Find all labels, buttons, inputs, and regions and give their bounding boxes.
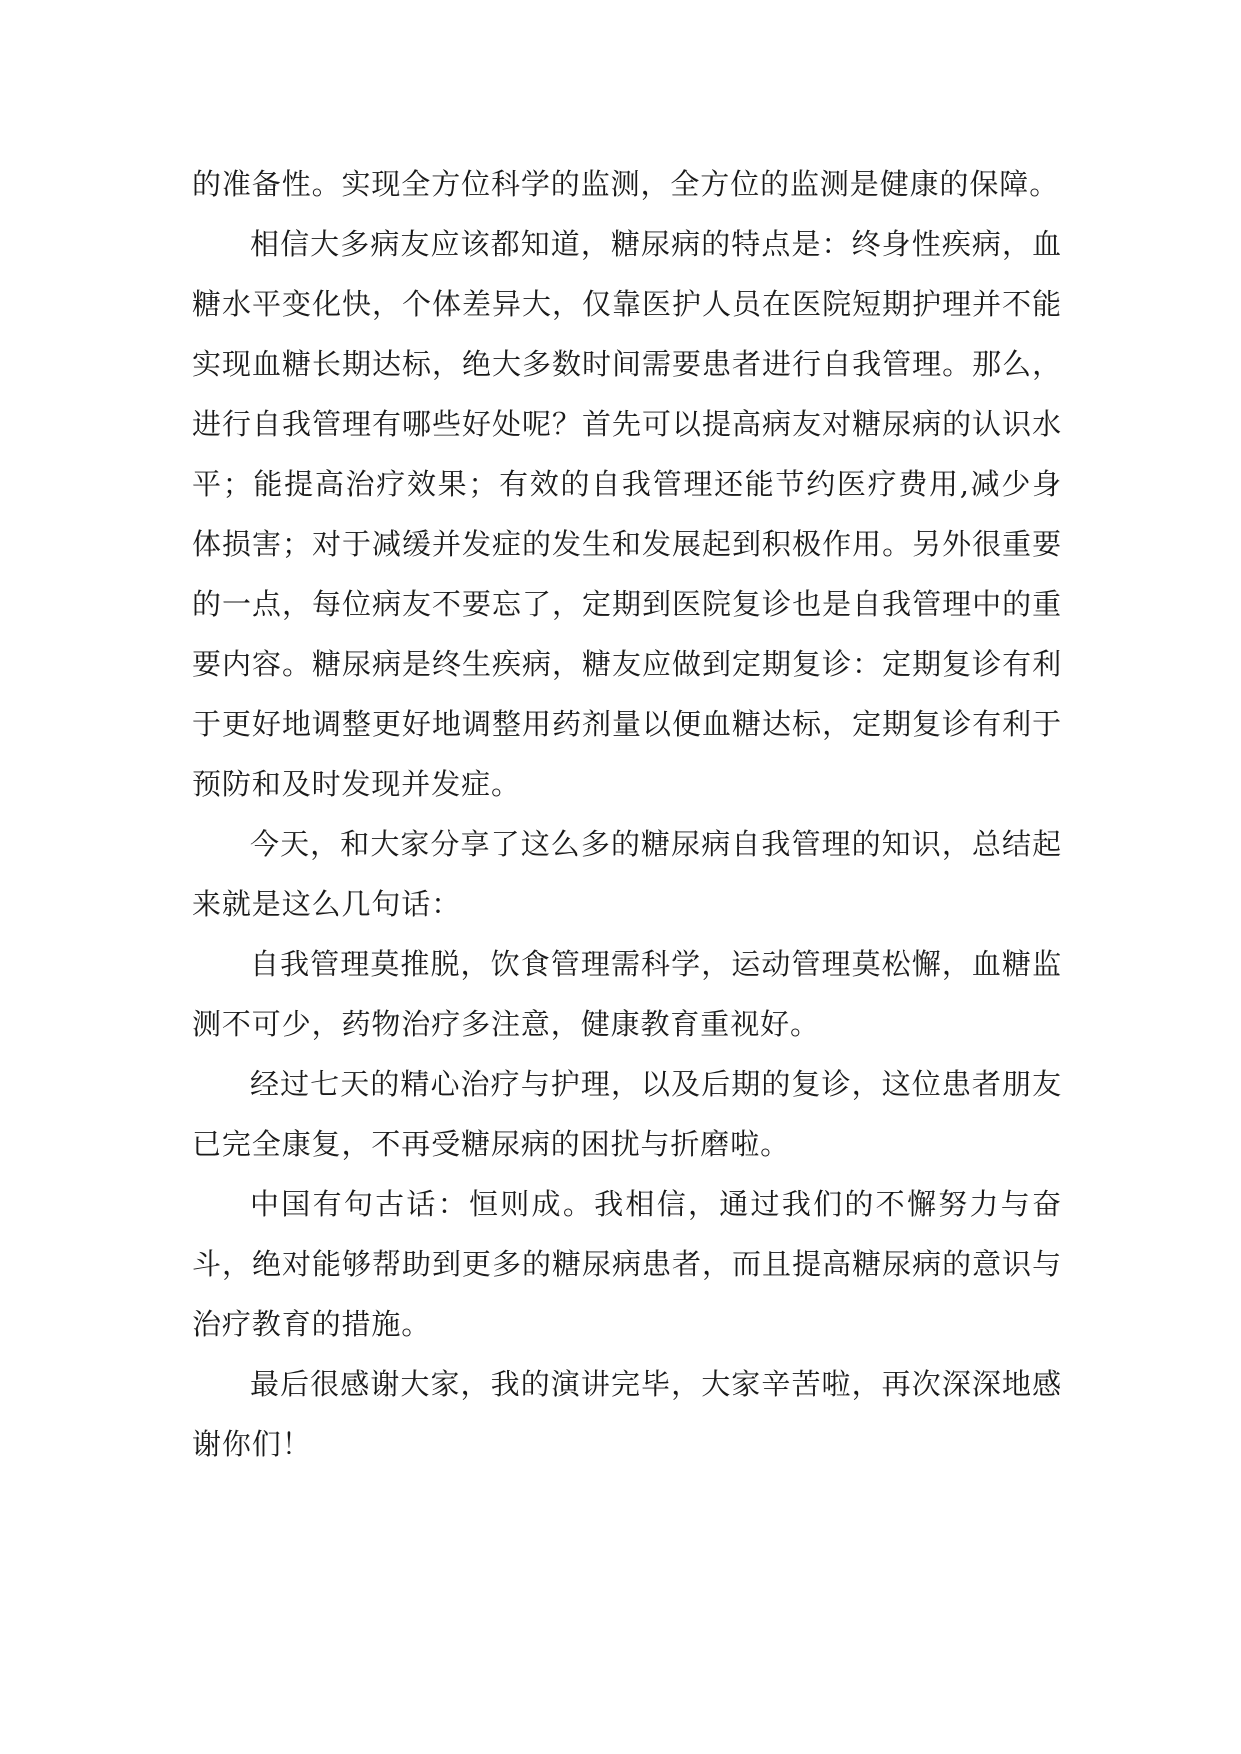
paragraph-3: 今天，和大家分享了这么多的糖尿病自我管理的知识，总结起来就是这么几句话： [192, 827, 1062, 921]
paragraph-1: 的准备性。实现全方位科学的监测，全方位的监测是健康的保障。 [192, 167, 1060, 201]
document-body [192, 154, 1062, 1474]
paragraph-2: 相信大多病友应该都知道，糖尿病的特点是：终身性疾病，血糖水平变化快，个体差异大，仅靠医护人员在医院短期护理并不能实现血糖长期达标，绝大多数时间需要患者进行自我管理。那么，进行自我管理有哪些好处呢？首先可以提高病友对糖尿病的认识水平；能提高治疗效果；有效的自我管理还能节约医疗费用,减少身体损害；对于减缓并发症的发生和发展起到积极作用。另外很重要的一点，每位病友不要忘了，定期到医院复诊也是自我管理中的重要内容。糖尿病是终生疾病，糖友应做到定期复诊：定期复诊有利于更好地调整更好地调整用药剂量以便血糖达标，定期复诊有利于预防和及时发现并发症。 [192, 227, 1062, 801]
paragraph-6: 中国有句古话：恒则成。我相信，通过我们的不懈努力与奋斗，绝对能够帮助到更多的糖尿病患者，而且提高糖尿病的意识与治疗教育的措施。 [192, 1187, 1062, 1341]
paragraph-4: 自我管理莫推脱，饮食管理需科学，运动管理莫松懈，血糖监测不可少，药物治疗多注意，健康教育重视好。 [192, 947, 1062, 1041]
paragraph-5: 经过七天的精心治疗与护理，以及后期的复诊，这位患者朋友已完全康复，不再受糖尿病的困扰与折磨啦。 [192, 1067, 1062, 1161]
paragraph-7: 最后很感谢大家，我的演讲完毕，大家辛苦啦，再次深深地感谢你们！ [192, 1367, 1062, 1461]
